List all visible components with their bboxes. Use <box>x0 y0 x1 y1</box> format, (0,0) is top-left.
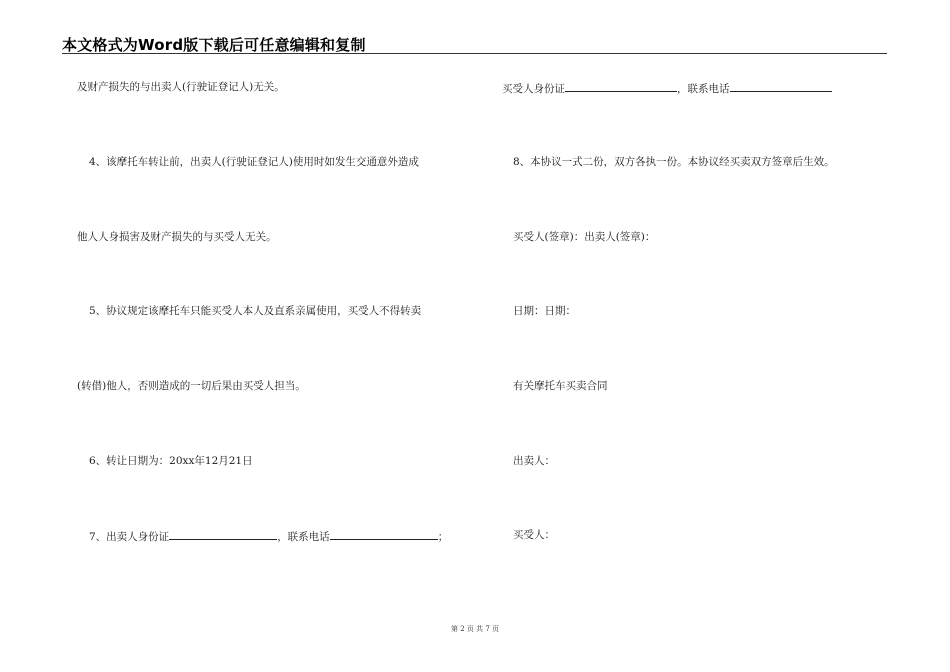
seller-phone-label: ，联系电话 <box>277 531 330 543</box>
buyer-phone-label: ，联系电话 <box>677 83 730 95</box>
page-number: 第 2 页 共 7 页 <box>450 625 500 633</box>
left-line-4: 5、协议规定该摩托车只能买受人本人及直系亲属使用，买受人不得转卖 <box>89 305 422 317</box>
buyer-id-label: 买受人身份证 <box>502 83 565 95</box>
left-line-7 <box>89 528 448 544</box>
seller-phone-blank <box>330 528 438 540</box>
left-line-2: 4、该摩托车转让前，出卖人(行驶证登记人)使用时如发生交通意外造成 <box>89 156 419 168</box>
left-line-1: 及财产损失的与出卖人(行驶证登记人)无关。 <box>77 81 285 93</box>
header-divider <box>62 53 887 54</box>
buyer-phone-blank <box>730 80 832 92</box>
right-line-6: 出卖人： <box>513 455 555 467</box>
buyer-id-blank <box>565 80 677 92</box>
right-line-5: 有关摩托车买卖合同 <box>513 380 608 392</box>
document-header-title: 本文格式为Word版下载后可任意编辑和复制 <box>62 36 366 54</box>
left-line-6: 6、转让日期为：20xx年12月21日 <box>89 455 253 467</box>
seller-line-end: ； <box>437 531 449 543</box>
seller-id-blank <box>169 528 277 540</box>
left-line-3: 他人人身损害及财产损失的与买受人无关。 <box>77 231 277 243</box>
seller-id-label: 7、出卖人身份证 <box>89 531 170 543</box>
right-line-3: 买受人(签章)：出卖人(签章)： <box>513 231 656 243</box>
right-line-2: 8、本协议一式二份，双方各执一份。本协议经买卖双方签章后生效。 <box>513 156 835 168</box>
right-line-4: 日期：日期： <box>513 305 576 317</box>
right-line-1 <box>502 80 832 96</box>
right-line-7: 买受人： <box>513 529 555 541</box>
left-line-5: (转借)他人，否则造成的一切后果由买受人担当。 <box>77 380 306 392</box>
